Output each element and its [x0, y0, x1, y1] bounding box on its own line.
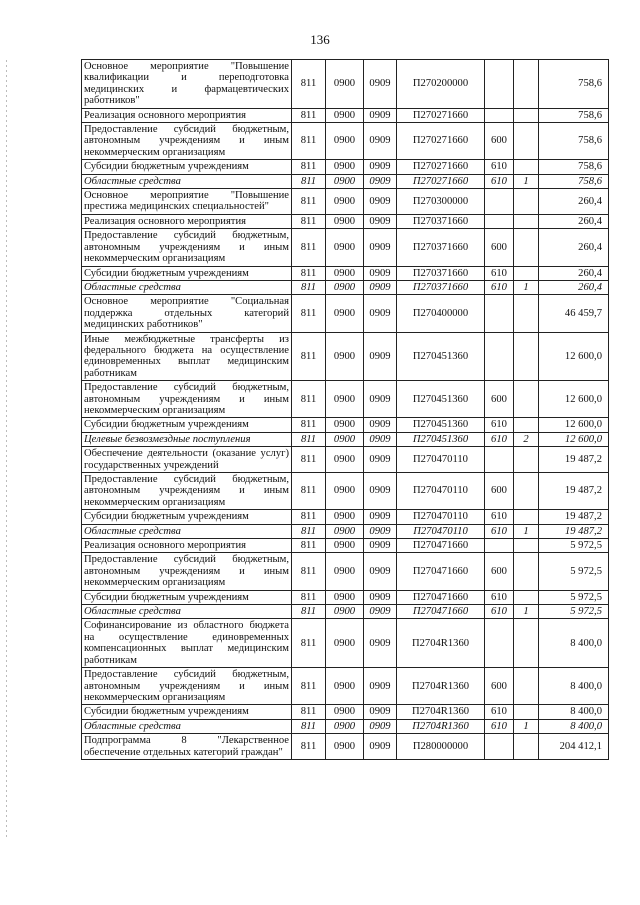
- table-row: [82, 510, 609, 524]
- expense-type-code: 600: [485, 668, 514, 705]
- funding-source-code: [514, 229, 539, 266]
- amount: 758,6: [539, 123, 609, 160]
- funding-source-code: [514, 734, 539, 760]
- target-item-code: П270371660: [397, 214, 485, 228]
- funding-source-code: [514, 473, 539, 510]
- subsection-code: 0909: [364, 668, 397, 705]
- department-code: 811: [292, 160, 326, 174]
- expense-type-code: 610: [485, 705, 514, 719]
- table-row: [82, 229, 609, 266]
- target-item-code: П270271660: [397, 174, 485, 188]
- funding-source-code: [514, 381, 539, 418]
- department-code: 811: [292, 432, 326, 446]
- expense-type-code: [485, 60, 514, 109]
- department-code: 811: [292, 719, 326, 733]
- expense-type-code: [485, 619, 514, 668]
- table-row: [82, 280, 609, 294]
- section-code: 0900: [326, 510, 364, 524]
- amount: 260,4: [539, 280, 609, 294]
- target-item-code: П270471660: [397, 590, 485, 604]
- table-row: [82, 60, 609, 109]
- funding-source-code: 1: [514, 524, 539, 538]
- expense-type-code: [485, 108, 514, 122]
- target-item-code: П270451360: [397, 332, 485, 381]
- expense-type-code: [485, 332, 514, 381]
- subsection-code: 0909: [364, 432, 397, 446]
- funding-source-code: 1: [514, 605, 539, 619]
- subsection-code: 0909: [364, 418, 397, 432]
- table-row: [82, 619, 609, 668]
- table-row: [82, 160, 609, 174]
- subsection-code: 0909: [364, 280, 397, 294]
- target-item-code: П270451360: [397, 381, 485, 418]
- budget-table: [81, 59, 609, 760]
- funding-source-code: 1: [514, 280, 539, 294]
- department-code: 811: [292, 510, 326, 524]
- target-item-code: П270371660: [397, 266, 485, 280]
- department-code: 811: [292, 295, 326, 332]
- subsection-code: 0909: [364, 539, 397, 553]
- expense-type-code: 610: [485, 719, 514, 733]
- expense-type-code: 600: [485, 229, 514, 266]
- department-code: 811: [292, 668, 326, 705]
- department-code: 811: [292, 266, 326, 280]
- subsection-code: 0909: [364, 705, 397, 719]
- row-name: Основное мероприятие "Повышение престижа медицинских специальностей": [82, 189, 292, 215]
- expense-type-code: 610: [485, 418, 514, 432]
- section-code: 0900: [326, 524, 364, 538]
- department-code: 811: [292, 123, 326, 160]
- amount: 758,6: [539, 60, 609, 109]
- section-code: 0900: [326, 447, 364, 473]
- section-code: 0900: [326, 590, 364, 604]
- table-row: [82, 189, 609, 215]
- department-code: 811: [292, 60, 326, 109]
- table-row: [82, 524, 609, 538]
- row-name: Субсидии бюджетным учреждениям: [82, 510, 292, 524]
- subsection-code: 0909: [364, 605, 397, 619]
- amount: 8 400,0: [539, 719, 609, 733]
- amount: 19 487,2: [539, 473, 609, 510]
- funding-source-code: [514, 108, 539, 122]
- amount: 260,4: [539, 189, 609, 215]
- table-row: [82, 295, 609, 332]
- expense-type-code: [485, 734, 514, 760]
- expense-type-code: 610: [485, 605, 514, 619]
- section-code: 0900: [326, 619, 364, 668]
- target-item-code: П2704R1360: [397, 719, 485, 733]
- section-code: 0900: [326, 381, 364, 418]
- department-code: 811: [292, 447, 326, 473]
- row-name: Целевые безвозмездные поступления: [82, 432, 292, 446]
- table-row: [82, 332, 609, 381]
- subsection-code: 0909: [364, 590, 397, 604]
- row-name: Основное мероприятие "Социальная поддержка отдельных категорий медицинских работников": [82, 295, 292, 332]
- row-name: Предоставление субсидий бюджетным, автономным учреждениям и иным некоммерческим организациям: [82, 668, 292, 705]
- subsection-code: 0909: [364, 734, 397, 760]
- section-code: 0900: [326, 605, 364, 619]
- subsection-code: 0909: [364, 214, 397, 228]
- row-name: Субсидии бюджетным учреждениям: [82, 418, 292, 432]
- row-name: Реализация основного мероприятия: [82, 108, 292, 122]
- section-code: 0900: [326, 705, 364, 719]
- department-code: 811: [292, 174, 326, 188]
- amount: 758,6: [539, 160, 609, 174]
- expense-type-code: [485, 214, 514, 228]
- section-code: 0900: [326, 332, 364, 381]
- subsection-code: 0909: [364, 174, 397, 188]
- funding-source-code: [514, 60, 539, 109]
- row-name: Обеспечение деятельности (оказание услуг) государственных учреждений: [82, 447, 292, 473]
- section-code: 0900: [326, 553, 364, 590]
- department-code: 811: [292, 590, 326, 604]
- amount: 5 972,5: [539, 553, 609, 590]
- funding-source-code: 2: [514, 432, 539, 446]
- expense-type-code: 610: [485, 510, 514, 524]
- amount: 12 600,0: [539, 332, 609, 381]
- table-row: [82, 590, 609, 604]
- expense-type-code: 610: [485, 280, 514, 294]
- row-name: Предоставление субсидий бюджетным, автономным учреждениям и иным некоммерческим организациям: [82, 473, 292, 510]
- subsection-code: 0909: [364, 160, 397, 174]
- department-code: 811: [292, 189, 326, 215]
- funding-source-code: [514, 332, 539, 381]
- row-name: Реализация основного мероприятия: [82, 214, 292, 228]
- table-row: [82, 381, 609, 418]
- row-name: Софинансирование из областного бюджета на осуществление единовременных компенсационных выплат медицинским работникам: [82, 619, 292, 668]
- row-name: Реализация основного мероприятия: [82, 539, 292, 553]
- subsection-code: 0909: [364, 619, 397, 668]
- subsection-code: 0909: [364, 332, 397, 381]
- section-code: 0900: [326, 60, 364, 109]
- subsection-code: 0909: [364, 719, 397, 733]
- target-item-code: П2704R1360: [397, 619, 485, 668]
- row-name: Иные межбюджетные трансферты из федерального бюджета на осуществление единовременных выплат медицинским работникам: [82, 332, 292, 381]
- table-row: [82, 734, 609, 760]
- subsection-code: 0909: [364, 447, 397, 473]
- section-code: 0900: [326, 214, 364, 228]
- expense-type-code: 600: [485, 473, 514, 510]
- expense-type-code: 610: [485, 590, 514, 604]
- section-code: 0900: [326, 108, 364, 122]
- target-item-code: П270400000: [397, 295, 485, 332]
- department-code: 811: [292, 619, 326, 668]
- subsection-code: 0909: [364, 229, 397, 266]
- row-name: Предоставление субсидий бюджетным, автономным учреждениям и иным некоммерческим организациям: [82, 123, 292, 160]
- amount: 19 487,2: [539, 524, 609, 538]
- amount: 5 972,5: [539, 590, 609, 604]
- department-code: 811: [292, 524, 326, 538]
- amount: 19 487,2: [539, 510, 609, 524]
- amount: 12 600,0: [539, 432, 609, 446]
- target-item-code: П2704R1360: [397, 668, 485, 705]
- funding-source-code: [514, 447, 539, 473]
- funding-source-code: [514, 123, 539, 160]
- row-name: Субсидии бюджетным учреждениям: [82, 266, 292, 280]
- target-item-code: П270471660: [397, 553, 485, 590]
- target-item-code: П270471660: [397, 605, 485, 619]
- table-body: [82, 60, 609, 760]
- row-name: Предоставление субсидий бюджетным, автономным учреждениям и иным некоммерческим организациям: [82, 229, 292, 266]
- department-code: 811: [292, 214, 326, 228]
- subsection-code: 0909: [364, 295, 397, 332]
- funding-source-code: [514, 619, 539, 668]
- table-row: [82, 719, 609, 733]
- target-item-code: П2704R1360: [397, 705, 485, 719]
- amount: 260,4: [539, 229, 609, 266]
- funding-source-code: [514, 418, 539, 432]
- subsection-code: 0909: [364, 60, 397, 109]
- amount: 5 972,5: [539, 605, 609, 619]
- row-name: Областные средства: [82, 280, 292, 294]
- table-row: [82, 705, 609, 719]
- department-code: 811: [292, 473, 326, 510]
- target-item-code: П270451360: [397, 432, 485, 446]
- target-item-code: П270470110: [397, 524, 485, 538]
- funding-source-code: [514, 295, 539, 332]
- expense-type-code: 610: [485, 432, 514, 446]
- row-name: Областные средства: [82, 605, 292, 619]
- row-name: Подпрограмма 8 "Лекарственное обеспечение отдельных категорий граждан": [82, 734, 292, 760]
- amount: 758,6: [539, 108, 609, 122]
- department-code: 811: [292, 381, 326, 418]
- expense-type-code: 610: [485, 524, 514, 538]
- department-code: 811: [292, 553, 326, 590]
- amount: 8 400,0: [539, 619, 609, 668]
- table-row: [82, 123, 609, 160]
- table-row: [82, 539, 609, 553]
- table-row: [82, 473, 609, 510]
- subsection-code: 0909: [364, 123, 397, 160]
- subsection-code: 0909: [364, 381, 397, 418]
- target-item-code: П270471660: [397, 539, 485, 553]
- row-name: Субсидии бюджетным учреждениям: [82, 705, 292, 719]
- amount: 8 400,0: [539, 705, 609, 719]
- table-row: [82, 108, 609, 122]
- amount: 204 412,1: [539, 734, 609, 760]
- subsection-code: 0909: [364, 553, 397, 590]
- subsection-code: 0909: [364, 108, 397, 122]
- table-row: [82, 447, 609, 473]
- section-code: 0900: [326, 539, 364, 553]
- funding-source-code: [514, 553, 539, 590]
- page-number: 136: [310, 32, 330, 47]
- department-code: 811: [292, 332, 326, 381]
- table-row: [82, 214, 609, 228]
- department-code: 811: [292, 229, 326, 266]
- expense-type-code: 610: [485, 174, 514, 188]
- expense-type-code: [485, 447, 514, 473]
- table-row: [82, 266, 609, 280]
- subsection-code: 0909: [364, 189, 397, 215]
- target-item-code: П270371660: [397, 229, 485, 266]
- funding-source-code: [514, 266, 539, 280]
- target-item-code: П270271660: [397, 108, 485, 122]
- department-code: 811: [292, 418, 326, 432]
- department-code: 811: [292, 108, 326, 122]
- expense-type-code: [485, 295, 514, 332]
- department-code: 811: [292, 705, 326, 719]
- binding-margin-line: [6, 60, 7, 840]
- target-item-code: П270271660: [397, 123, 485, 160]
- target-item-code: П270451360: [397, 418, 485, 432]
- section-code: 0900: [326, 266, 364, 280]
- section-code: 0900: [326, 160, 364, 174]
- target-item-code: П270200000: [397, 60, 485, 109]
- funding-source-code: 1: [514, 174, 539, 188]
- department-code: 811: [292, 280, 326, 294]
- funding-source-code: 1: [514, 719, 539, 733]
- amount: 5 972,5: [539, 539, 609, 553]
- funding-source-code: [514, 705, 539, 719]
- section-code: 0900: [326, 295, 364, 332]
- amount: 758,6: [539, 174, 609, 188]
- section-code: 0900: [326, 189, 364, 215]
- target-item-code: П270470110: [397, 447, 485, 473]
- expense-type-code: 610: [485, 160, 514, 174]
- funding-source-code: [514, 189, 539, 215]
- expense-type-code: 600: [485, 553, 514, 590]
- funding-source-code: [514, 510, 539, 524]
- target-item-code: П270300000: [397, 189, 485, 215]
- row-name: Субсидии бюджетным учреждениям: [82, 160, 292, 174]
- amount: 260,4: [539, 266, 609, 280]
- table-row: [82, 418, 609, 432]
- target-item-code: П270470110: [397, 473, 485, 510]
- department-code: 811: [292, 734, 326, 760]
- expense-type-code: [485, 189, 514, 215]
- section-code: 0900: [326, 734, 364, 760]
- target-item-code: П270271660: [397, 160, 485, 174]
- table-row: [82, 174, 609, 188]
- row-name: Областные средства: [82, 174, 292, 188]
- row-name: Предоставление субсидий бюджетным, автономным учреждениям и иным некоммерческим организациям: [82, 381, 292, 418]
- funding-source-code: [514, 590, 539, 604]
- row-name: Субсидии бюджетным учреждениям: [82, 590, 292, 604]
- expense-type-code: 600: [485, 123, 514, 160]
- funding-source-code: [514, 539, 539, 553]
- section-code: 0900: [326, 280, 364, 294]
- section-code: 0900: [326, 432, 364, 446]
- table-row: [82, 432, 609, 446]
- row-name: Предоставление субсидий бюджетным, автономным учреждениям и иным некоммерческим организациям: [82, 553, 292, 590]
- amount: 12 600,0: [539, 418, 609, 432]
- expense-type-code: 600: [485, 381, 514, 418]
- section-code: 0900: [326, 229, 364, 266]
- funding-source-code: [514, 160, 539, 174]
- table-row: [82, 668, 609, 705]
- funding-source-code: [514, 668, 539, 705]
- section-code: 0900: [326, 668, 364, 705]
- section-code: 0900: [326, 473, 364, 510]
- target-item-code: П270470110: [397, 510, 485, 524]
- amount: 260,4: [539, 214, 609, 228]
- target-item-code: П270371660: [397, 280, 485, 294]
- department-code: 811: [292, 539, 326, 553]
- amount: 8 400,0: [539, 668, 609, 705]
- expense-type-code: [485, 539, 514, 553]
- table-row: [82, 553, 609, 590]
- subsection-code: 0909: [364, 510, 397, 524]
- row-name: Областные средства: [82, 719, 292, 733]
- amount: 46 459,7: [539, 295, 609, 332]
- amount: 12 600,0: [539, 381, 609, 418]
- section-code: 0900: [326, 123, 364, 160]
- department-code: 811: [292, 605, 326, 619]
- funding-source-code: [514, 214, 539, 228]
- subsection-code: 0909: [364, 473, 397, 510]
- subsection-code: 0909: [364, 266, 397, 280]
- section-code: 0900: [326, 174, 364, 188]
- table-row: [82, 605, 609, 619]
- section-code: 0900: [326, 418, 364, 432]
- row-name: Областные средства: [82, 524, 292, 538]
- subsection-code: 0909: [364, 524, 397, 538]
- section-code: 0900: [326, 719, 364, 733]
- row-name: Основное мероприятие "Повышение квалификации и переподготовка медицинских и фармацевтических работников": [82, 60, 292, 109]
- amount: 19 487,2: [539, 447, 609, 473]
- expense-type-code: 610: [485, 266, 514, 280]
- target-item-code: П280000000: [397, 734, 485, 760]
